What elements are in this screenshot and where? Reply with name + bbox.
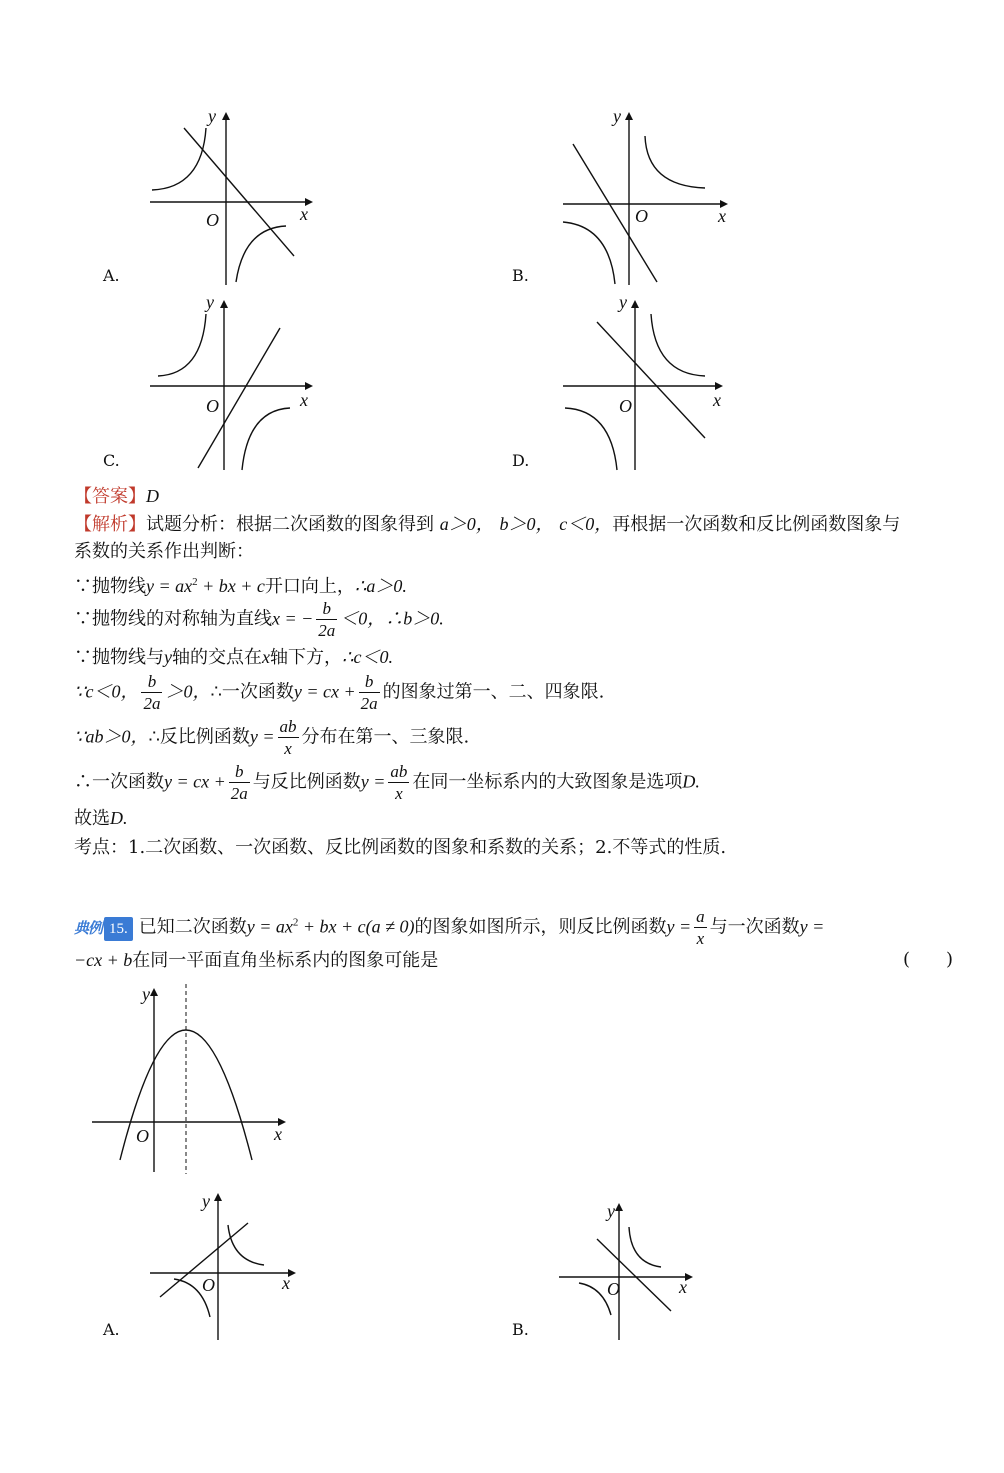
example-text-1: 已知二次函数 [138,916,247,938]
parabola-graph [90,980,300,1180]
graph-bottom-a [140,1185,310,1345]
example-line-2 [74,948,438,973]
step-4-expr: y = cx + [293,681,356,702]
step-4-pre: ∵c＜0， [74,681,139,702]
step-6 [74,763,700,802]
cond-a: a＞0， [439,514,494,534]
step-5-pre: ∵ab＞0， [74,726,149,747]
hyperbola-branch-q1 [645,136,705,188]
answer-line [74,484,159,509]
step-1-mid: 开口向上， [264,576,355,597]
example-expr-1b: + bx + c(a ≠ 0) [298,916,415,937]
y-arrow [214,1193,222,1201]
option-b-label: B. [512,266,529,285]
step-1-conclusion: ∴a＞0. [354,576,407,596]
choose-text: 故选 [74,808,110,829]
origin-label: O [635,206,648,226]
y-arrow [220,300,228,308]
fraction-denominator: x [696,929,705,948]
choose-line [74,806,128,831]
step-4 [74,673,604,712]
example-expr-2: y = [666,916,692,937]
step-3-tail: 轴下方， [270,647,342,668]
y-arrow [631,300,639,308]
hyperbola-branch-q1 [651,314,705,376]
hyperbola-branch-q3 [563,222,615,284]
fraction-denominator: 2a [360,694,378,713]
answer-tag: 【答案】 [74,486,146,507]
step-2-expr: x = − [272,608,314,629]
step-6-expr-2: y = [360,771,386,792]
option-d-label: D. [512,451,530,470]
step-1-expr-b: + bx + c [197,576,265,596]
step-5-expr: y = [249,726,275,747]
step-5-text: ∴反比例函数 [148,726,250,748]
graph-option-d [555,290,735,480]
step-3-y: y [164,647,172,667]
y-arrow [615,1203,623,1211]
origin-label: O [206,396,219,416]
example-expr-3: y = [799,916,825,937]
step-3 [74,645,393,670]
fraction-denominator: 2a [230,784,248,803]
fraction-numerator: b [359,673,380,693]
origin-label: O [607,1279,620,1299]
answer-bracket: ( ) [903,949,954,970]
step-5 [74,718,469,757]
y-arrow [150,988,158,996]
fraction-denominator: x [395,784,403,803]
x-label: x [282,1273,290,1293]
origin-label: O [202,1275,215,1295]
example-text-2: 的图象如图所示，则反比例函数 [414,916,667,938]
y-arrow [625,112,633,120]
choose-option: D. [110,808,128,828]
step-4-text: ∴一次函数 [210,681,294,703]
example-sup: 2 [292,916,299,929]
example-fraction [694,908,707,947]
x-label: x [300,204,308,224]
cond-b: b＞0， [499,514,554,534]
graph-d-svg [555,290,735,480]
step-2-conclusion: ∴b＞0. [385,608,444,629]
hyperbola-branch-q4 [236,226,286,282]
fraction-denominator: x [284,739,292,758]
y-label: y [208,106,216,126]
example-badge: 典例 [74,918,103,937]
graph-option-a [140,100,320,290]
step-4-mid: ＞0， [165,681,211,702]
y-label: y [202,1191,210,1211]
fraction-denominator: 2a [143,694,161,713]
step-3-pre: ∵抛物线与 [74,647,164,668]
analysis-intro: 试题分析：根据二次函数的图象得到 [146,514,434,535]
fraction-numerator: ab [390,762,408,781]
step-2-pre: ∵抛物线的对称轴为直线 [74,608,272,630]
graph-option-c [140,290,320,480]
step-6-expr: y = cx + [164,771,226,792]
fraction-numerator: a [696,907,705,926]
analysis-line-2: 系数的关系作出判断： [74,541,254,562]
hyperbola-branch-q1 [629,1227,661,1267]
graph-b-svg [555,100,735,290]
origin-label: O [136,1126,149,1146]
y-label: y [613,106,621,126]
y-label: y [206,292,214,312]
step-5-tail: 分布在第一、三象限. [301,726,470,748]
hyperbola-branch-q2 [158,314,206,376]
step-1-sup: 2 [192,576,198,588]
answer-value: D [146,486,159,506]
x-arrow [715,382,723,390]
step-6-tail: 在同一坐标系内的大致图象是选项 [412,771,683,793]
example-number: 15. [104,917,133,941]
x-label: x [679,1277,687,1297]
y-label: y [607,1201,615,1221]
step-4-fraction [141,673,162,712]
step-3-conclusion: ∴c＜0. [342,647,393,667]
step-6-option: D. [682,771,700,792]
parabola-svg [90,980,300,1180]
step-4-fraction-2 [359,673,380,712]
analysis-tag: 【解析】 [74,514,146,535]
graph-option-b [555,100,735,290]
example-expr-1a: y = ax [246,916,293,937]
y-label: y [619,292,627,312]
x-label: x [718,206,726,226]
example-line2-text: 在同一平面直角坐标系内的图象可能是 [132,950,439,971]
fraction-numerator: ab [279,717,297,736]
step-6-fraction [229,763,250,802]
step-2 [74,600,444,639]
fraction-numerator: b [229,763,250,783]
cond-c: c＜0， [559,514,613,534]
step-5-fraction [278,718,299,757]
hyperbola-branch-q1 [228,1225,264,1265]
hyperbola-branch-q4 [242,408,290,470]
option-bottom-b-label: B. [512,1320,529,1339]
option-bottom-a-label: A. [103,1320,120,1339]
step-1-pre: ∵抛物线 [74,576,146,597]
step-6-mid: 与反比例函数 [252,771,361,793]
x-arrow [305,382,313,390]
analysis-line-1 [74,512,900,537]
kaodian-line: 考点：1.二次函数、一次函数、反比例函数的图象和系数的关系；2.不等式的性质. [74,837,727,858]
fraction-numerator: b [141,673,162,693]
y-label: y [142,984,150,1004]
x-label: x [713,390,721,410]
straight-line [184,128,294,256]
origin-label: O [206,210,219,230]
step-2-fraction [316,600,337,639]
graph-bottom-b [555,1195,705,1345]
hyperbola-branch-q3 [565,408,617,470]
analysis-intro-tail: 再根据一次函数和反比例函数图象与 [612,514,901,535]
straight-line [597,322,705,438]
graph-c-svg [140,290,320,480]
step-1-expr-a: y = ax [146,576,193,596]
x-label: x [300,390,308,410]
step-6-pre: ∴一次函数 [74,771,164,793]
step-2-mid: ＜0， [340,608,386,629]
option-c-label: C. [103,451,120,470]
step-4-tail: 的图象过第一、二、四象限. [382,681,605,703]
step-3-mid: 轴的交点在 [172,647,262,668]
option-a-label: A. [103,266,120,285]
example-line-1 [74,908,824,947]
step-1 [74,570,407,599]
origin-label: O [619,396,632,416]
graph-a-svg [140,100,320,290]
graph-bottom-a-svg [140,1185,310,1345]
hyperbola-branch-q2 [152,128,206,190]
y-arrow [222,112,230,120]
x-label: x [274,1124,282,1144]
step-6-fraction-2 [388,763,409,802]
example-line2-expr: −cx + b [74,950,133,970]
step-3-x: x [262,647,270,667]
example-text-3: 与一次函数 [709,916,800,938]
graph-bottom-b-svg [555,1195,705,1345]
fraction-numerator: b [316,600,337,620]
fraction-denominator: 2a [318,621,336,640]
